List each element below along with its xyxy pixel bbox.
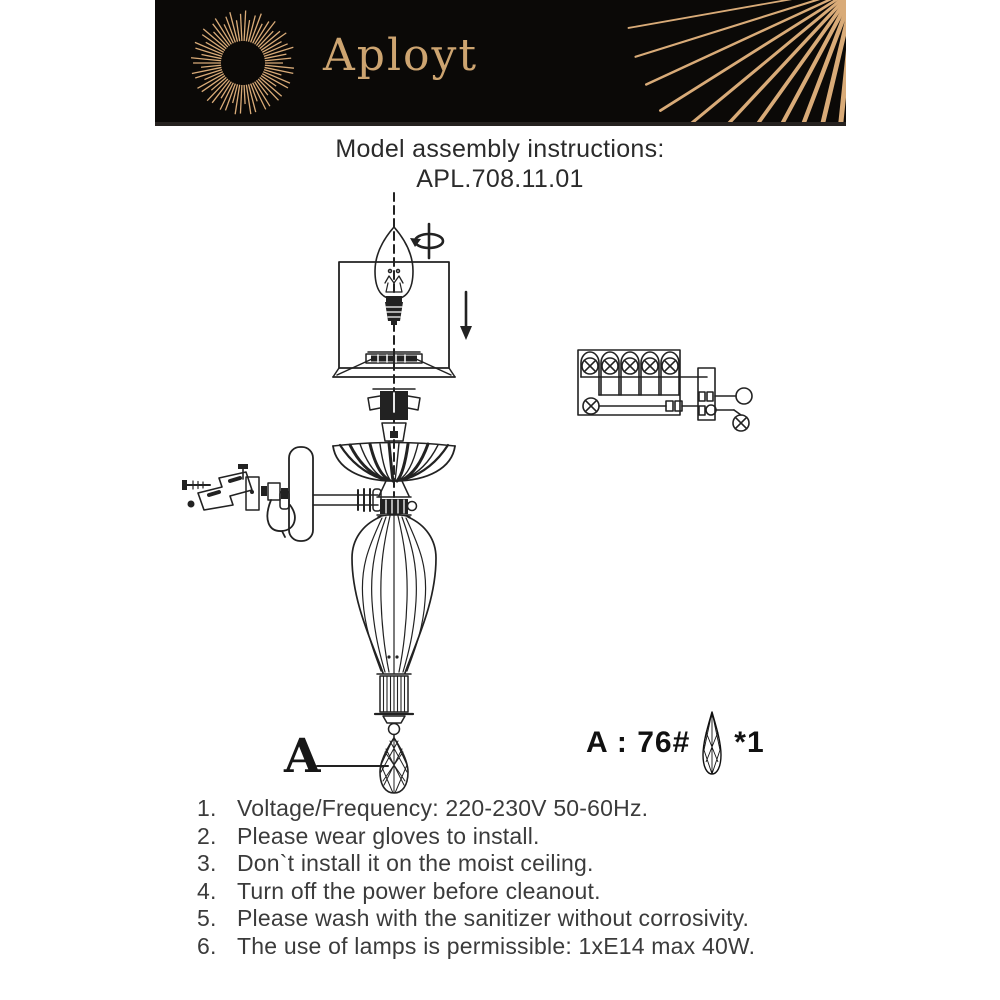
item-number: 4.: [197, 877, 217, 904]
mounting-bracket-drawing: [182, 464, 295, 537]
list-item: [197, 933, 837, 961]
list-item: [197, 823, 837, 851]
part-marker-a: A: [284, 729, 321, 784]
instructions-list: [197, 795, 837, 961]
item-text: Don`t install it on the moist ceiling.: [237, 850, 594, 877]
list-item: [197, 878, 837, 906]
brand-wordmark: Aployt: [323, 30, 479, 81]
arm-junction-drawing: [377, 499, 417, 515]
item-text: Turn off the power before cleanout.: [237, 877, 601, 904]
item-text: Voltage/Frequency: 220-230V 50-60Hz.: [237, 795, 649, 821]
wiring-diagram: [578, 350, 752, 431]
arrow-down-icon: [460, 292, 472, 340]
item-number: 2.: [197, 822, 217, 849]
list-item: [197, 850, 837, 878]
socket-drawing: [368, 389, 420, 441]
tail-drawing: [375, 676, 413, 738]
part-code: A : 76#: [586, 726, 691, 759]
item-text: Please wash with the sanitizer without corrosivity.: [237, 905, 750, 932]
item-number: 1.: [197, 795, 217, 821]
rotate-arrow-icon: [410, 224, 443, 258]
item-number: 5.: [197, 905, 217, 932]
wall-arm-drawing: [313, 489, 381, 511]
item-number: 3.: [197, 850, 217, 877]
part-quantity: *1: [734, 726, 765, 759]
item-text: Please wear gloves to install.: [237, 822, 540, 849]
item-number: 6.: [197, 932, 217, 959]
model-number: APL.708.11.01: [416, 165, 584, 193]
item-text: The use of lamps is permissible: 1xE14 max 40W.: [237, 932, 756, 959]
glass-body-drawing: [352, 514, 436, 674]
crystal-drop-icon: [698, 710, 726, 776]
part-legend: [586, 705, 765, 781]
list-item: [197, 795, 837, 823]
page-title: Model assembly instructions:: [335, 135, 665, 163]
list-item: [197, 905, 837, 933]
